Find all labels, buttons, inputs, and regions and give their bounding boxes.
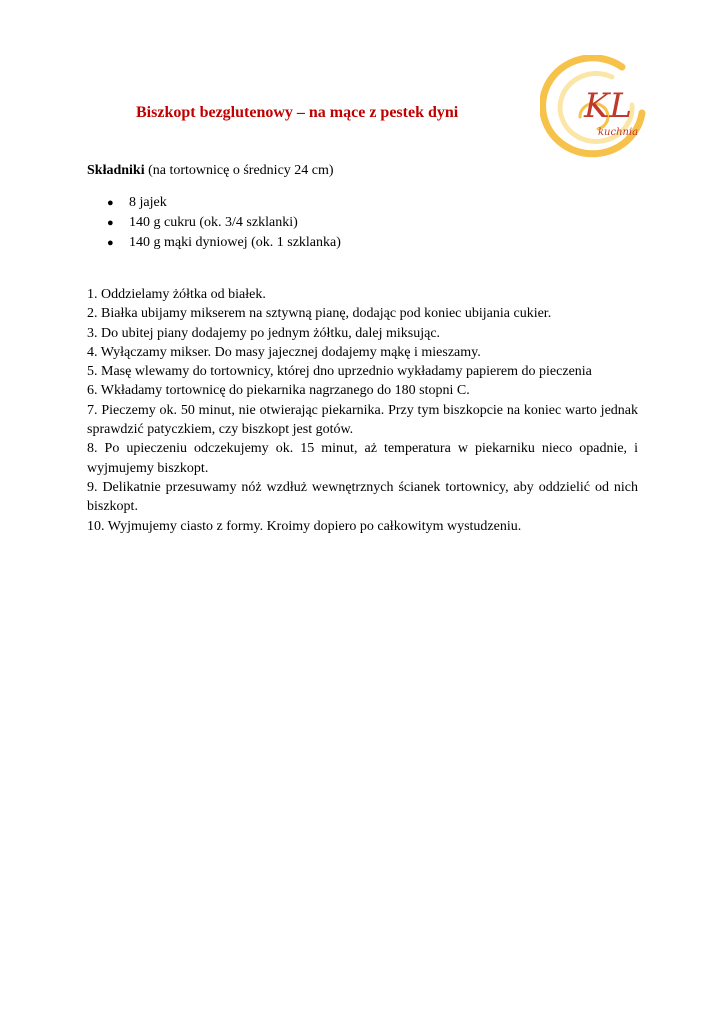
step-item: 6. Wkładamy tortownicę do piekarnika nagrzanego do 180 stopni C. (87, 383, 470, 399)
ingredients-heading (87, 163, 334, 179)
ingredients-list (105, 193, 341, 253)
step-item: 2. Białka ubijamy mikserem na sztywną pianę, dodając pod koniec ubijania cukier. (87, 306, 552, 322)
ingredient-text: 8 jajek (129, 195, 167, 210)
step-item: 4. Wyłączamy mikser. Do masy jajecznej dodajemy mąkę i mieszamy. (87, 344, 481, 360)
ingredients-label: Składniki (87, 163, 145, 178)
ingredient-text: 140 g cukru (ok. 3/4 szklanki) (129, 215, 298, 230)
kl-logo (540, 55, 652, 161)
step-item: 9. Delikatnie przesuwamy nóż wzdłuż wewnętrznych ścianek tortownicy, aby oddzielić od nich biszkopt. (87, 479, 638, 515)
ingredient-text: 140 g mąki dyniowej (ok. 1 szklanka) (129, 235, 341, 250)
logo-monogram: KL (584, 86, 632, 126)
bullet-icon: ● (107, 197, 114, 209)
steps-list (87, 285, 638, 536)
ingredient-item (105, 233, 341, 253)
ingredients-note: (na tortownicę o średnicy 24 cm) (144, 163, 334, 178)
logo-graphic (540, 55, 652, 161)
step-item: 7. Pieczemy ok. 50 minut, nie otwierając piekarnika. Przy tym biszkopcie na koniec warto jednak sprawdzić patyczkiem, czy biszkopt jest gotów. (87, 402, 638, 438)
ingredient-item (105, 213, 341, 233)
logo-subtext: kuchnia (598, 127, 639, 138)
page-title: Biszkopt bezglutenowy – na mące z pestek dyni (136, 104, 459, 121)
step-item: 3. Do ubitej piany dodajemy po jednym żółtku, dalej miksując. (87, 325, 441, 341)
step-item: 10. Wyjmujemy ciasto z formy. Kroimy dopiero po całkowitym wystudzeniu. (87, 518, 522, 534)
bullet-icon: ● (107, 217, 114, 229)
bullet-icon: ● (107, 237, 114, 249)
ingredient-item (105, 193, 341, 213)
step-item: 8. Po upieczeniu odczekujemy ok. 15 minut, aż temperatura w piekarniku nieco opadnie, i wyjmujemy biszkopt. (87, 441, 638, 476)
step-item: 5. Masę wlewamy do tortownicy, której dno uprzednio wykładamy papierem do pieczenia (87, 364, 592, 380)
step-item: 1. Oddzielamy żółtka od białek. (87, 287, 266, 302)
